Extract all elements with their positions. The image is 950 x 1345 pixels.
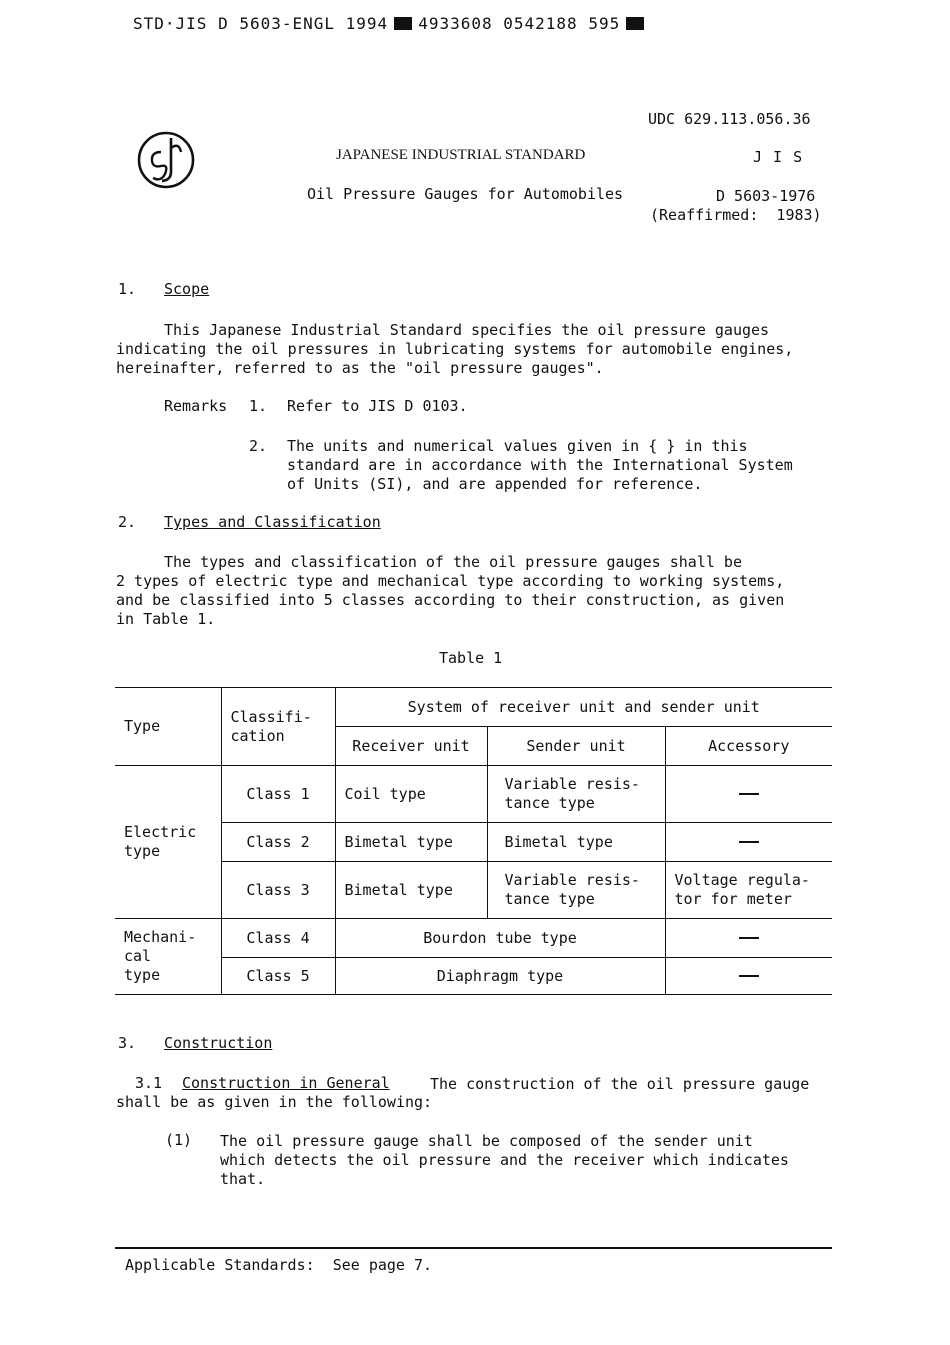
cell-sender: Variable resis- tance type [487, 862, 665, 919]
cell-sender: Variable resis- tance type [487, 766, 665, 823]
subsection-3-1-title: Construction in General [182, 1074, 390, 1092]
section-2-paragraph [116, 553, 784, 629]
cell-receiver: Bimetal type [335, 862, 487, 919]
table-1-caption: Table 1 [439, 649, 503, 667]
udc-number: UDC 629.113.056.36 [648, 110, 811, 128]
text-line: The units and numerical values given in { } in this [287, 437, 748, 455]
table-header-row [115, 688, 832, 727]
header-receiver: Receiver unit [335, 727, 487, 766]
remarks-label: Remarks [164, 397, 228, 415]
header-type [115, 688, 221, 766]
doc-title: Oil Pressure Gauges for Automobiles [307, 185, 624, 203]
table-row [115, 958, 832, 995]
subsection-3-1-number: 3.1 [135, 1074, 163, 1092]
cell-accessory [665, 958, 832, 995]
header-system: System of receiver unit and sender unit [335, 688, 832, 727]
remark-1-number: 1. [249, 397, 268, 415]
header-sender: Sender unit [487, 727, 665, 766]
section-3-title: Construction [164, 1034, 273, 1052]
text-line: indicating the oil pressures in lubricating systems for automobile engines, [116, 340, 794, 358]
cell-accessory: Voltage regula- tor for meter [665, 862, 832, 919]
table-row [115, 919, 832, 958]
text-line: 2 types of electric type and mechanical type according to working systems, [116, 572, 785, 590]
text-line: The types and classification of the oil pressure gauges shall be [164, 553, 742, 571]
cell-accessory [665, 766, 832, 823]
cell-class: Class 2 [221, 823, 335, 862]
jis-mark: J I S [753, 148, 804, 166]
document-code-part2: 4933608 0542188 595 [418, 14, 621, 33]
cell-accessory [665, 919, 832, 958]
header-type-label: Type [124, 717, 161, 735]
text-line: that. [220, 1170, 266, 1188]
applicable-standards: Applicable Standards: See page 7. [125, 1256, 433, 1274]
header-accessory: Accessory [665, 727, 832, 766]
table-row [115, 862, 832, 919]
item-1-text [220, 1132, 789, 1189]
subsection-3-1-text: The construction of the oil pressure gauge [430, 1075, 810, 1093]
text-line: which detects the oil pressure and the receiver which indicates [220, 1151, 789, 1169]
cell-accessory [665, 823, 832, 862]
text-line: standard are in accordance with the International System [287, 456, 793, 474]
cell-class: Class 3 [221, 862, 335, 919]
section-1-paragraph [116, 321, 793, 378]
dash-icon [739, 841, 759, 843]
dash-icon [739, 793, 759, 795]
cell-receiver-sender: Bourdon tube type [335, 919, 665, 958]
item-1-number: (1) [165, 1131, 193, 1149]
text-line: The oil pressure gauge shall be composed of the sender unit [220, 1132, 753, 1150]
table-row [115, 766, 832, 823]
document-code-part1: STD·JIS D 5603-ENGL 1994 [133, 14, 389, 33]
reaffirmed-date: (Reaffirmed: 1983) [650, 206, 822, 224]
footer-divider [115, 1247, 832, 1249]
document-code-line [133, 14, 650, 33]
section-3-number: 3. [118, 1034, 137, 1052]
type-electric: Electric type [115, 766, 221, 919]
cell-class: Class 4 [221, 919, 335, 958]
cell-class: Class 1 [221, 766, 335, 823]
standard-org: JAPANESE INDUSTRIAL STANDARD [336, 147, 586, 163]
section-2-number: 2. [118, 513, 137, 531]
subsection-3-1-text-cont: shall be as given in the following: [116, 1093, 433, 1111]
text-line: in Table 1. [116, 610, 216, 628]
text-line: and be classified into 5 classes according to their construction, as given [116, 591, 785, 609]
black-block-icon [394, 17, 412, 30]
text-line: This Japanese Industrial Standard specifies the oil pressure gauges [164, 321, 770, 339]
section-1-number: 1. [118, 280, 137, 298]
section-2-title: Types and Classification [164, 513, 381, 531]
cell-receiver: Coil type [335, 766, 487, 823]
text-line: hereinafter, referred to as the "oil pressure gauges". [116, 359, 604, 377]
cell-sender: Bimetal type [487, 823, 665, 862]
remark-2-number: 2. [249, 437, 268, 455]
doc-number: D 5603-1976 [716, 187, 816, 205]
cell-receiver: Bimetal type [335, 823, 487, 862]
text-line: of Units (SI), and are appended for reference. [287, 475, 703, 493]
table-1 [115, 687, 832, 995]
table-row [115, 823, 832, 862]
jis-logo-icon [135, 128, 201, 194]
black-block-icon [626, 17, 644, 30]
type-mechanical: Mechani- cal type [115, 919, 221, 995]
dash-icon [739, 937, 759, 939]
dash-icon [739, 975, 759, 977]
cell-class: Class 5 [221, 958, 335, 995]
remark-2-text [287, 437, 793, 494]
section-1-title: Scope [164, 280, 210, 298]
remark-1-text: Refer to JIS D 0103. [287, 397, 468, 415]
cell-receiver-sender: Diaphragm type [335, 958, 665, 995]
header-classification: Classifi- cation [221, 688, 335, 766]
